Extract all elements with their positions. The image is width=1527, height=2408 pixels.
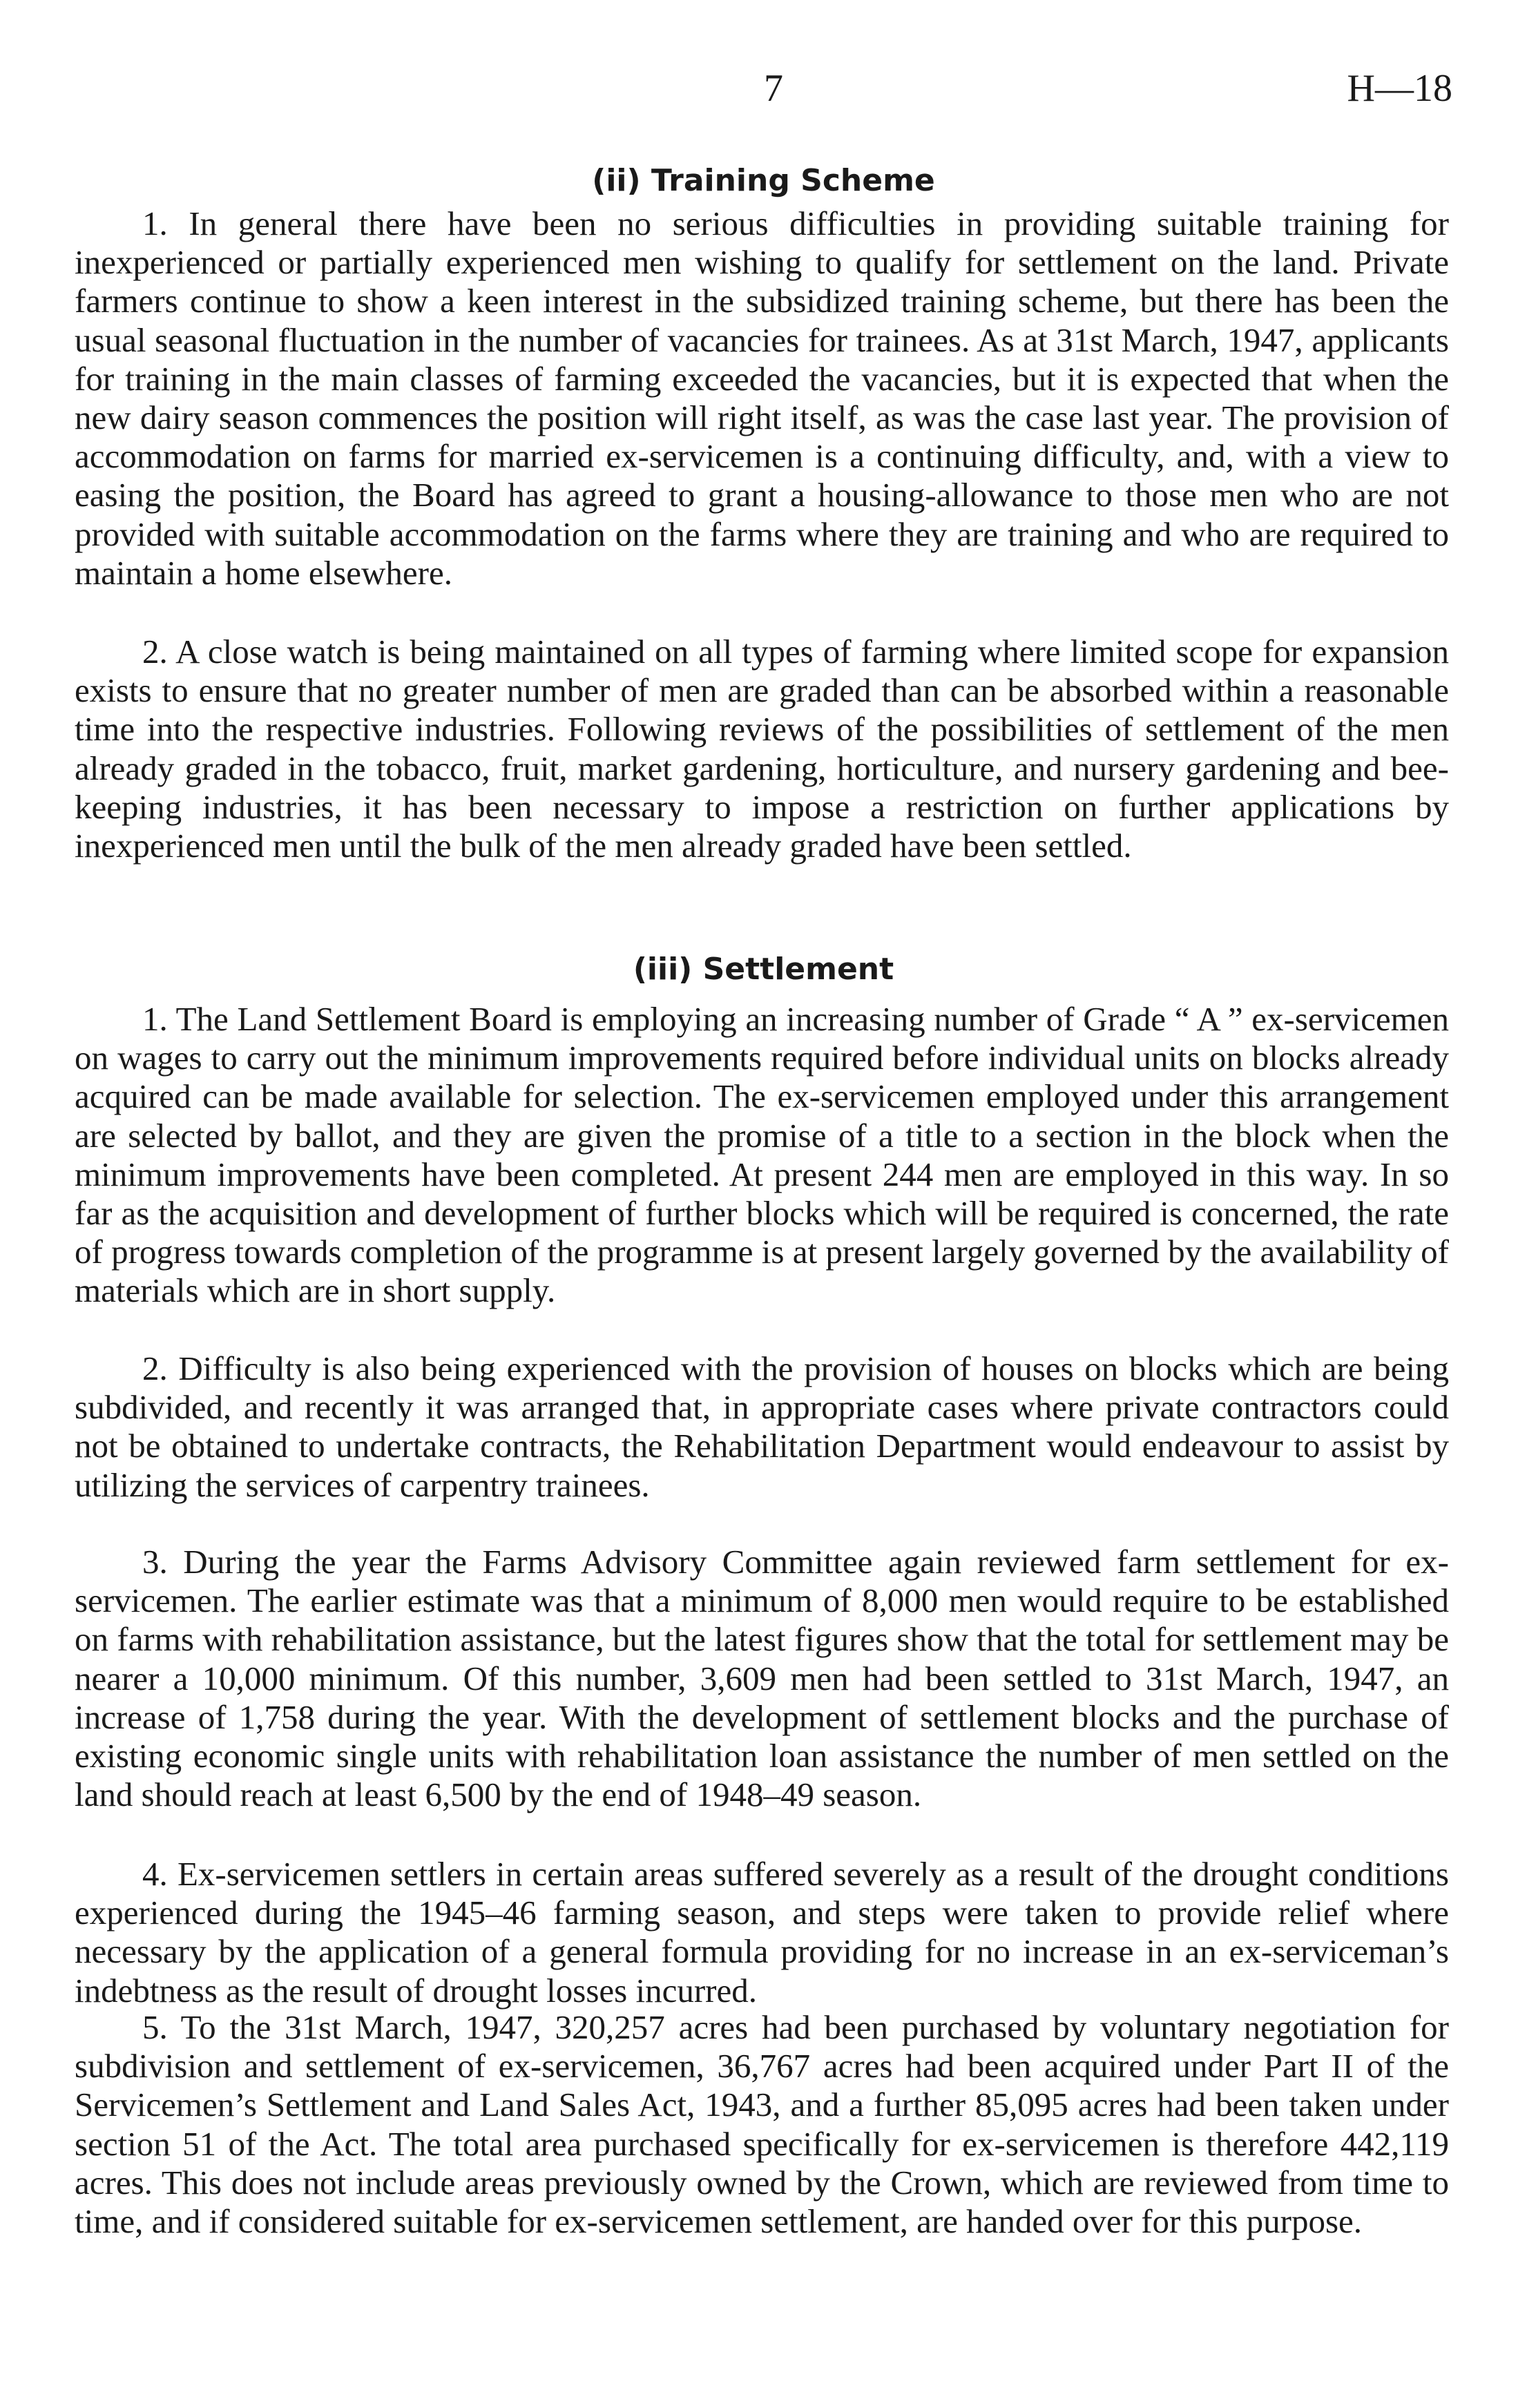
page-number: 7 bbox=[764, 67, 783, 110]
page-header bbox=[0, 66, 1527, 128]
document-code: H—18 bbox=[1347, 67, 1452, 110]
paragraph-settlement-3: 3. During the year the Farms Advisory Committee again reviewed farm settlement for ex-servicemen. The earlier estimate was that a minimum of 8,000 men would require to be established on farms with rehabilitation assistance, but the latest figures show that the total for settlement may be nearer a 10,000 minimum. Of this number, 3,609 men had been settled to 31st March, 1947, an increase of 1,758 during the year. With the development of settlement blocks and the purchase of existing economic single units with rehabilitation loan assistance the number of men settled on the land should reach at least 6,500 by the end of 1948–49 season. bbox=[75, 1543, 1449, 1814]
paragraph-training-2: 2. A close watch is being maintained on all types of farming where limited scope for expansion exists to ensure that no greater number of men are graded than can be absorbed within a reasonable time into the respective industries. Following reviews of the possibilities of settlement of the men already graded in the tobacco, fruit, market gardening, horticulture, and nursery gardening and bee-keeping industries, it has been necessary to impose a restriction on further applications by inexperienced men until the bulk of the men already graded have been settled. bbox=[75, 633, 1449, 865]
section-heading-training-scheme: (ii) Training Scheme bbox=[592, 163, 935, 198]
paragraph-settlement-1: 1. The Land Settlement Board is employing an increasing number of Grade “ A ” ex-servicemen on wages to carry out the minimum improvements required before individual units on blocks already acquired can be made available for selection. The ex-servicemen employed under this arrangement are selected by ballot, and they are given the promise of a title to a section in the block when the minimum improvements have been completed. At present 244 men are employed in this way. In so far as the acquisition and development of further blocks which will be required is concerned, the rate of progress towards completion of the programme is at present largely governed by the availability of materials which are in short supply. bbox=[75, 1000, 1449, 1310]
paragraph-settlement-2: 2. Difficulty is also being experienced with the provision of houses on blocks which are being subdivided, and recently it was arranged that, in appropriate cases where private contractors could not be obtained to undertake contracts, the Rehabilitation Department would endeavour to assist by utilizing the services of carpentry trainees. bbox=[75, 1349, 1449, 1504]
paragraph-settlement-5: 5. To the 31st March, 1947, 320,257 acres had been purchased by voluntary negotiation for subdivision and settlement of ex-servicemen, 36,767 acres had been acquired under Part II of the Servicemen’s Settlement and Land Sales Act, 1943, and a further 85,095 acres had been taken under section 51 of the Act. The total area purchased specifically for ex-servicemen is therefore 442,119 acres. This does not include areas previously owned by the Crown, which are reviewed from time to time, and if considered suitable for ex-servicemen settlement, are handed over for this purpose. bbox=[75, 2008, 1449, 2241]
section-heading-settlement: (iii) Settlement bbox=[633, 952, 894, 987]
paragraph-settlement-4: 4. Ex-servicemen settlers in certain areas suffered severely as a result of the drought conditions experienced during the 1945–46 farming season, and steps were taken to provide relief where necessary by the application of a general formula providing for no increase in an ex-serviceman’s indebtness as the result of drought losses incurred. bbox=[75, 1855, 1449, 2010]
paragraph-training-1: 1. In general there have been no serious difficulties in providing suitable training for inexperienced or partially experienced men wishing to qualify for settlement on the land. Private farmers continue to show a keen interest in the subsidized training scheme, but there has been the usual seasonal fluctuation in the number of vacancies for trainees. As at 31st March, 1947, applicants for training in the main classes of farming exceeded the vacancies, but it is expected that when the new dairy season commences the position will right itself, as was the case last year. The provision of accommodation on farms for married ex-servicemen is a continuing difficulty, and, with a view to easing the position, the Board has agreed to grant a housing-allowance to those men who are not provided with suitable accommodation on the farms where they are training and who are required to maintain a home elsewhere. bbox=[75, 204, 1449, 592]
